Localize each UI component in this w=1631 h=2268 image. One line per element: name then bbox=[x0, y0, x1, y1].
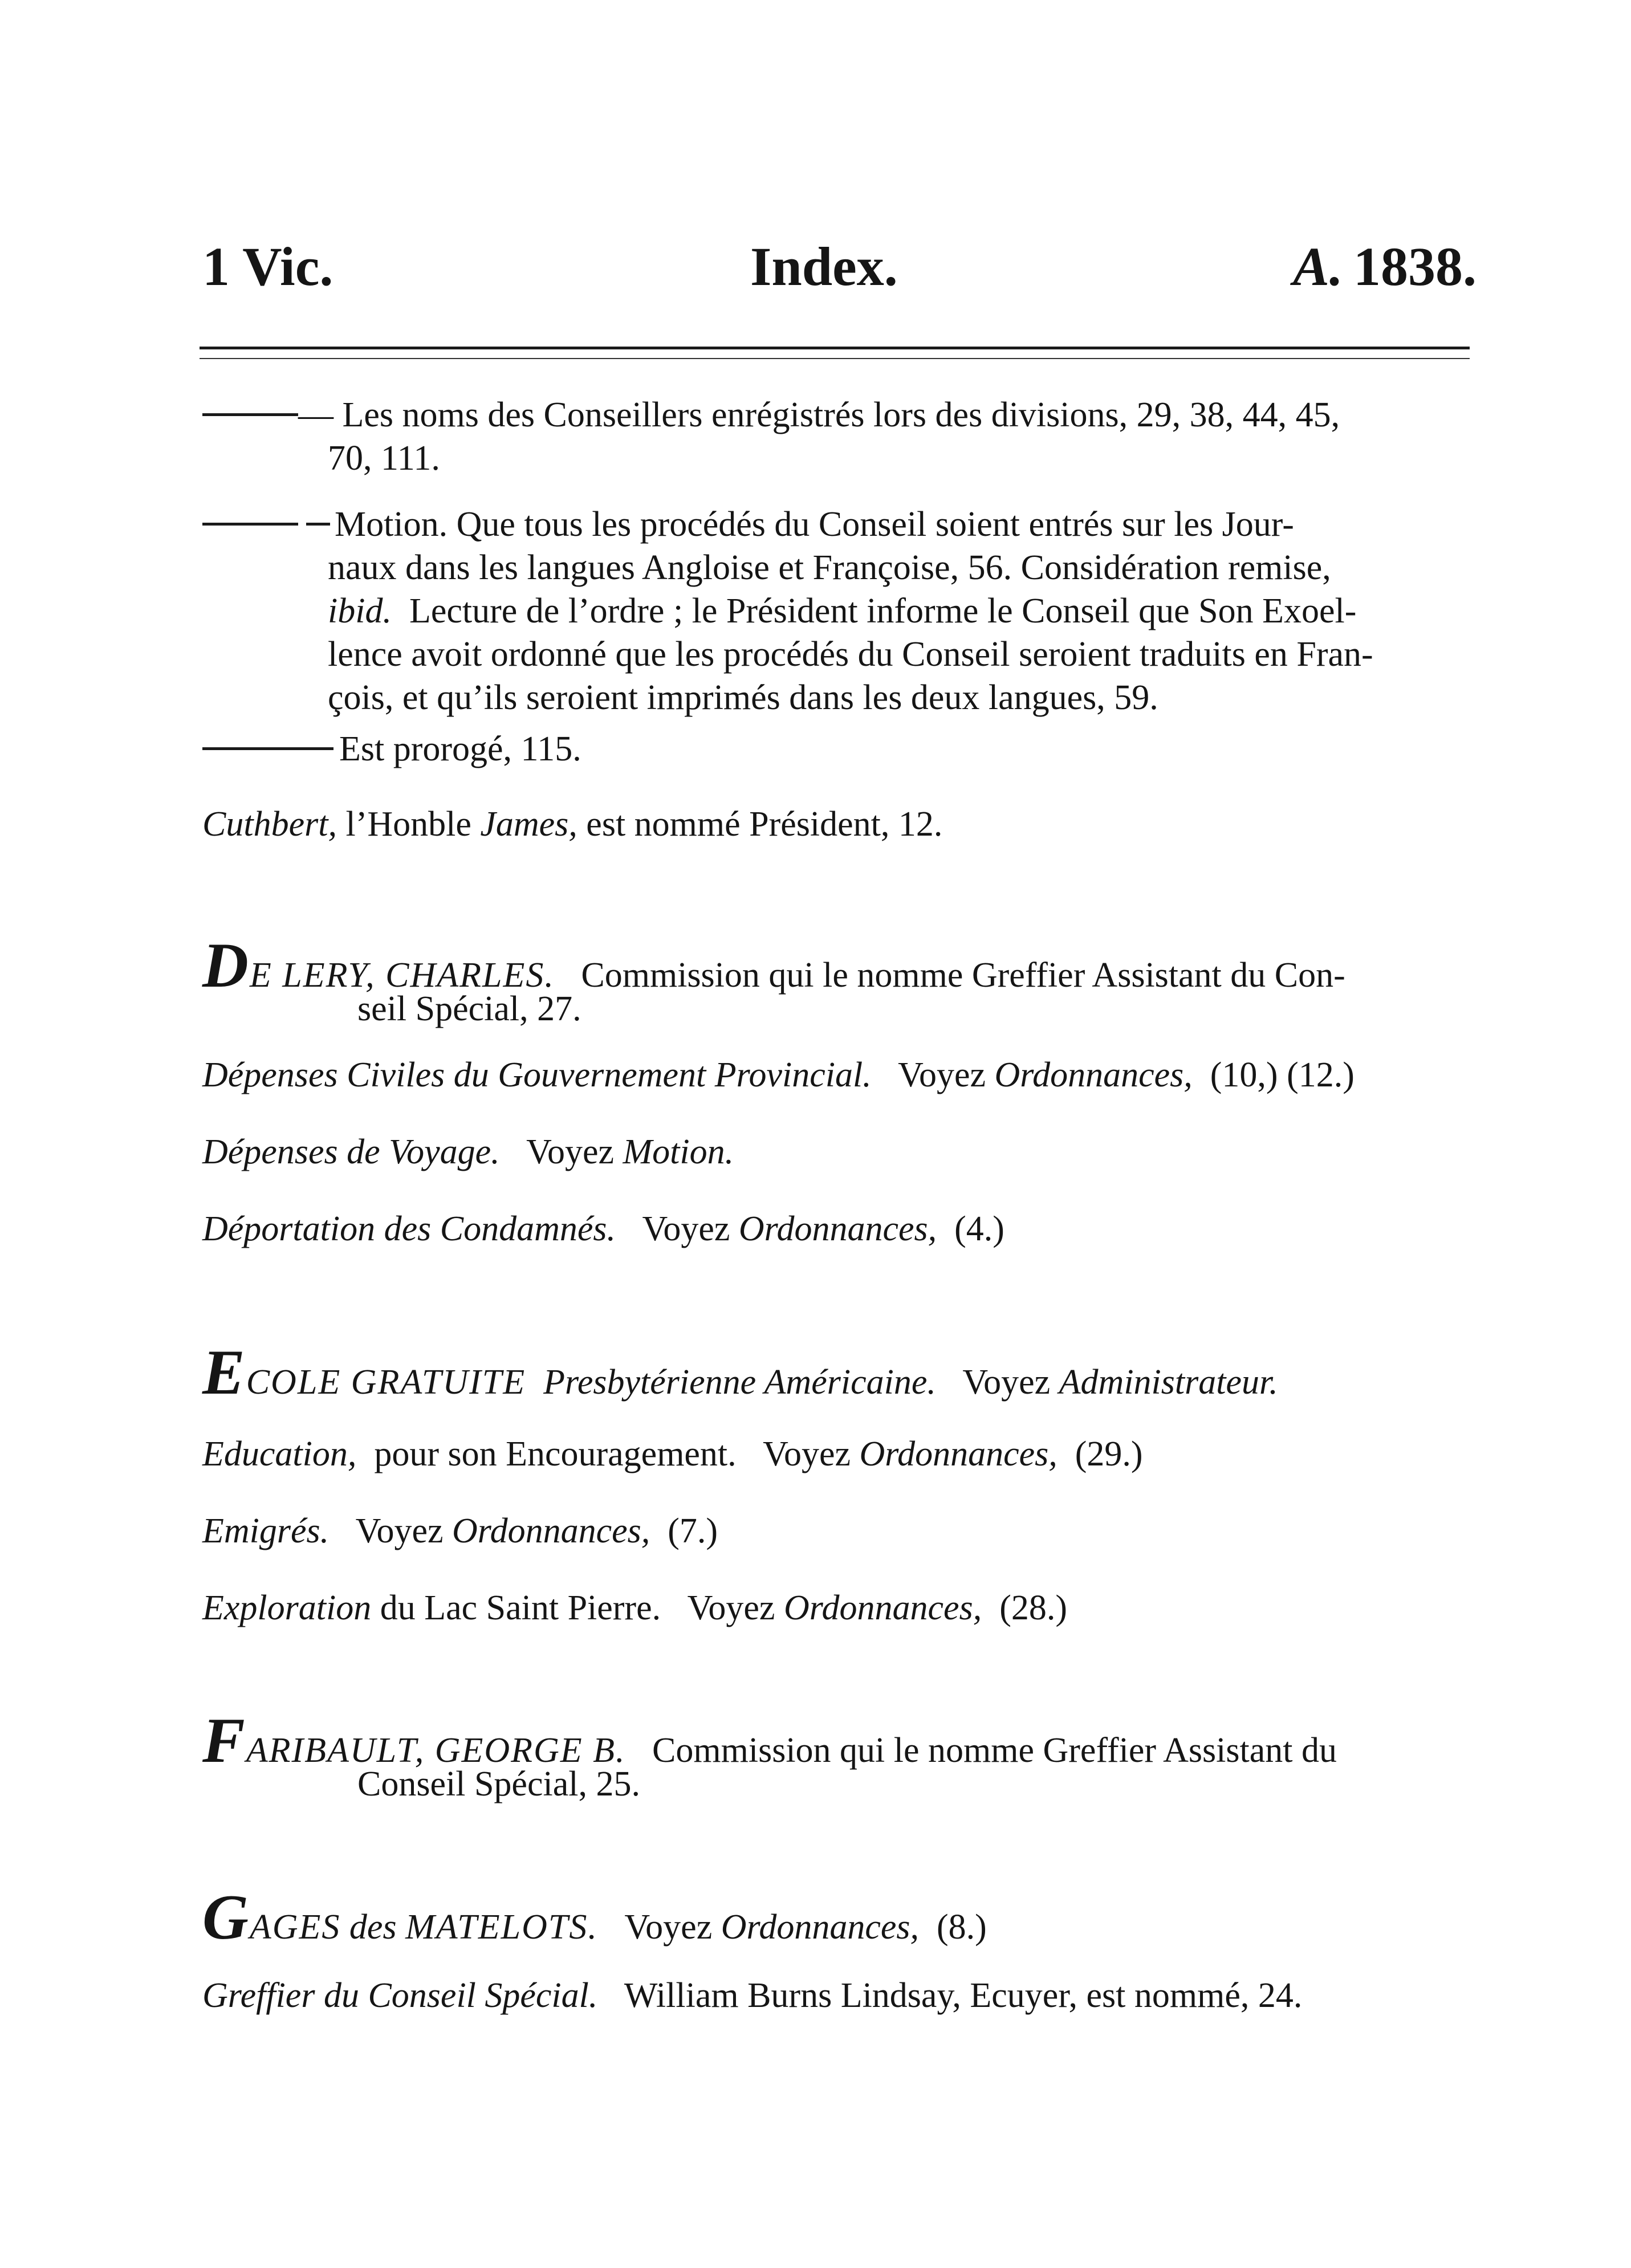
entry-text: Commission qui le nomme Greffier Assistant bbox=[652, 1731, 1293, 1770]
index-term: COLE GRATUITE bbox=[246, 1363, 526, 1402]
page-references: (28.) bbox=[999, 1589, 1068, 1627]
cross-reference: Ordonnances, bbox=[859, 1435, 1057, 1473]
ditto-dash bbox=[202, 413, 298, 416]
running-head-title: Index. bbox=[750, 236, 898, 297]
entry-line bbox=[202, 1053, 1474, 1097]
entry-text-end: Jour- bbox=[1222, 505, 1294, 544]
entry-depenses-de-voyage bbox=[202, 1130, 1474, 1174]
voyez-label: Voyez bbox=[687, 1589, 775, 1627]
page-references: 29, 38, 44, 45, bbox=[1136, 396, 1340, 434]
entry-line bbox=[202, 503, 1474, 546]
entry-text-end: Fran- bbox=[1296, 635, 1373, 674]
entry-text: — Les noms des Conseillers enrégistrés lors des divisions, bbox=[298, 396, 1128, 434]
entry-text: Commission qui le nomme Greffier Assistant du bbox=[581, 956, 1266, 995]
entry-line bbox=[202, 1337, 1474, 1408]
entry-text: Est prorogé, 115. bbox=[339, 730, 581, 768]
index-subterm: Presbytérienne Américaine. bbox=[543, 1363, 936, 1402]
page-references: (4.) bbox=[954, 1210, 1004, 1248]
index-term: E LERY, CHARLES. bbox=[249, 956, 555, 995]
entry-line bbox=[202, 1207, 1474, 1251]
voyez-label: Voyez bbox=[642, 1210, 730, 1248]
index-term: Exploration bbox=[202, 1589, 372, 1627]
entry-line bbox=[202, 1974, 1474, 2017]
page-references: (7.) bbox=[668, 1512, 718, 1550]
cross-reference: Ordonnances, bbox=[721, 1908, 919, 1947]
entry-text-end: Considération remise, bbox=[1020, 548, 1331, 587]
entry-line bbox=[202, 803, 1474, 846]
entry-text: lence avoit ordonné que les procédés du Conseil seroient traduits en bbox=[328, 635, 1288, 674]
entry-faribault bbox=[202, 1705, 1474, 1806]
entry-continuation bbox=[202, 589, 1474, 633]
entry-line bbox=[202, 393, 1474, 437]
section-initial: E bbox=[202, 1337, 245, 1408]
index-term: Greffier du Conseil Spécial. bbox=[202, 1976, 598, 2015]
voyez-label: Voyez bbox=[962, 1363, 1051, 1402]
entry-line bbox=[202, 727, 1474, 771]
entry-line bbox=[202, 1509, 1474, 1553]
section-initial: F bbox=[202, 1705, 245, 1776]
index-term: Emigrés. bbox=[202, 1512, 330, 1550]
voyez-label: Voyez bbox=[355, 1512, 444, 1550]
entry-text: est nommé Président, 12. bbox=[586, 805, 943, 844]
entry-line-main bbox=[202, 505, 1213, 544]
entry-exploration bbox=[202, 1586, 1474, 1630]
cross-reference: Ordonnances, bbox=[738, 1210, 937, 1248]
entry-continuation bbox=[202, 633, 1474, 676]
entry-text: du Lac Saint Pierre. bbox=[380, 1589, 661, 1627]
index-term: AGES bbox=[249, 1908, 341, 1947]
entry-continuation bbox=[202, 546, 1474, 589]
index-term-joiner: des bbox=[349, 1908, 397, 1947]
index-term: Cuthbert, bbox=[202, 805, 337, 844]
entry-est-proroge bbox=[202, 727, 1474, 771]
voyez-label: Voyez bbox=[526, 1133, 614, 1171]
header-rule-thick bbox=[200, 347, 1470, 349]
index-term: ARIBAULT, GEORGE B. bbox=[246, 1731, 626, 1770]
section-initial: G bbox=[202, 1882, 249, 1953]
entry-line bbox=[202, 1432, 1474, 1476]
entry-line bbox=[202, 930, 1474, 1001]
entry-text: pour son Encouragement. bbox=[374, 1435, 737, 1473]
entry-noms-des-conseillers bbox=[202, 393, 1474, 480]
entry-text: William Burns Lindsay, Ecuyer, est nommé, 24. bbox=[624, 1976, 1303, 2015]
running-head-letter: A. bbox=[1293, 236, 1344, 297]
section-initial: D bbox=[202, 930, 249, 1001]
index-term: Dépenses de Voyage. bbox=[202, 1133, 500, 1171]
entry-text: Motion. Que tous les procédés du Conseil soient entrés sur les bbox=[335, 505, 1214, 544]
index-term-second: MATELOTS. bbox=[405, 1908, 598, 1947]
entry-de-lery bbox=[202, 930, 1474, 1031]
ditto-dash bbox=[202, 747, 333, 750]
voyez-label: Voyez bbox=[624, 1908, 713, 1947]
page-references: (8.) bbox=[937, 1908, 987, 1947]
cross-reference: Motion. bbox=[623, 1133, 734, 1171]
entry-line bbox=[202, 1130, 1474, 1174]
entry-gages-des-matelots bbox=[202, 1882, 1474, 1953]
entry-continuation: seil Spécial, 27. bbox=[357, 990, 581, 1028]
entry-cuthbert bbox=[202, 803, 1474, 846]
entry-line bbox=[202, 1882, 1474, 1953]
ditto-dash bbox=[306, 523, 330, 526]
entry-ecole-gratuite bbox=[202, 1337, 1474, 1408]
cross-reference: Ordonnances, bbox=[783, 1589, 982, 1627]
voyez-label: Voyez bbox=[898, 1056, 986, 1094]
entry-emigres bbox=[202, 1509, 1474, 1553]
header-rule-thin bbox=[200, 358, 1470, 359]
cross-reference: Ordonnances, bbox=[452, 1512, 650, 1550]
entry-line bbox=[202, 1586, 1474, 1630]
entry-text-end: Exoel- bbox=[1262, 592, 1357, 630]
index-term: Education, bbox=[202, 1435, 357, 1473]
voyez-label: Voyez bbox=[763, 1435, 851, 1473]
ibid-label: ibid. bbox=[328, 592, 392, 630]
entry-text: naux dans les langues Angloise et Françoise, 56. bbox=[328, 548, 1012, 587]
entry-line-main bbox=[202, 396, 1128, 434]
cross-reference: Administrateur. bbox=[1059, 1363, 1278, 1402]
entry-text-end: du bbox=[1301, 1731, 1337, 1770]
index-term: Déportation des Condamnés. bbox=[202, 1210, 616, 1248]
ditto-dash bbox=[202, 523, 298, 526]
entry-continuation: 70, 111. bbox=[328, 439, 440, 478]
cross-reference: Ordonnances, bbox=[994, 1056, 1193, 1094]
entry-line-main bbox=[328, 592, 1254, 630]
entry-text: Lecture de l’ordre ; le Président informe le Conseil que Son bbox=[409, 592, 1254, 630]
entry-deportation bbox=[202, 1207, 1474, 1251]
entry-depenses-civiles bbox=[202, 1053, 1474, 1097]
entry-continuation: çois, et qu’ils seroient imprimés dans les deux langues, 59. bbox=[328, 678, 1158, 717]
entry-greffier bbox=[202, 1974, 1474, 2017]
page-references: (10,) (12.) bbox=[1210, 1056, 1355, 1094]
running-head-year-number: 1838. bbox=[1353, 236, 1477, 297]
entry-text-end: Con- bbox=[1274, 956, 1345, 995]
entry-continuation: Conseil Spécial, 25. bbox=[357, 1765, 640, 1803]
entry-motion bbox=[202, 503, 1474, 719]
entry-text: l’Honble bbox=[345, 805, 471, 844]
entry-education bbox=[202, 1432, 1474, 1476]
running-head-left: 1 Vic. bbox=[202, 236, 333, 297]
entry-line bbox=[202, 1705, 1474, 1776]
page-references: (29.) bbox=[1075, 1435, 1143, 1473]
running-head-year bbox=[1293, 236, 1477, 297]
index-term: Dépenses Civiles du Gouvernement Provincial. bbox=[202, 1056, 872, 1094]
person-first-name: James, bbox=[480, 805, 577, 844]
